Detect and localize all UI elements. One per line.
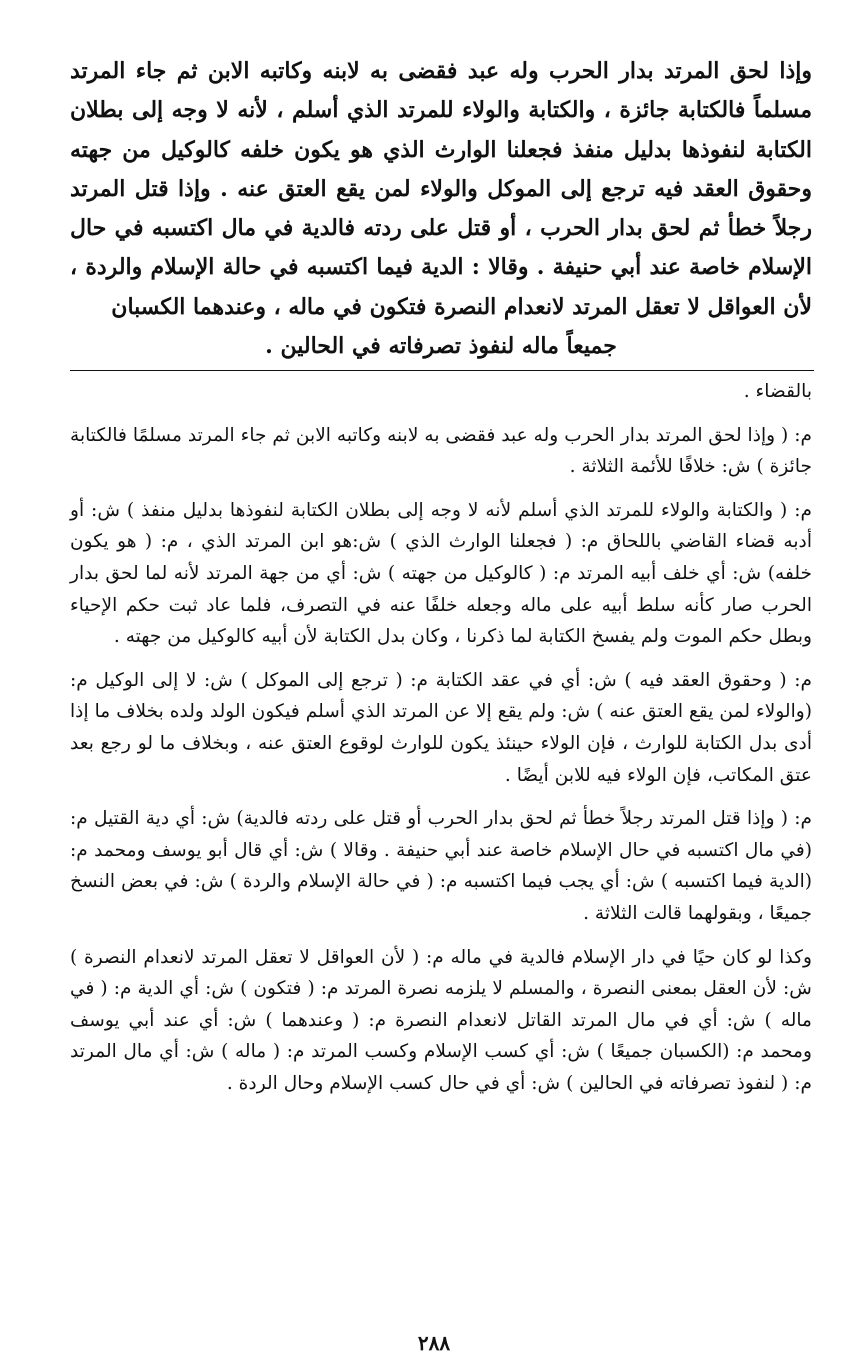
commentary-intro: بالقضاء . [743, 381, 812, 402]
main-text-block [70, 52, 812, 366]
commentary-block [70, 376, 812, 1099]
main-text-paragraph: وإذا لحق المرتد بدار الحرب وله عبد فقضى به لابنه وكاتبه الابن ثم جاء المرتد مسلماً فالكتابة جائزة ، والكتابة والولاء للمرتد الذي أسلم ، لأنه لا وجه إلى بطلان الكتابة لنفوذها بدليل منفذ فجعلنا الوارث الذي هو يكون خلفه كالوكيل من جهته وحقوق العقد فيه ترجع إلى الموكل والولاء لمن يقع العتق عنه . وإذا قتل المرتد رجلاً خطأ ثم لحق بدار الحرب ، أو قتل على ردته فالدية في مال اكتسبه في حال الإسلام خاصة عند أبي حنيفة . وقالا : الدية فيما اكتسبه في حالة الإسلام والردة ، لأن العواقل لا تعقل المرتد لانعدام النصرة فتكون في ماله ، وعندهما الكسبان [70, 58, 812, 320]
main-text-last-line: جميعاً ماله لنفوذ تصرفاته في الحالين . [265, 333, 617, 360]
commentary-paragraph: وكذا لو كان حيًا في دار الإسلام فالدية في ماله م: ( لأن العواقل لا تعقل المرتد لانعدام النصرة ) ش: لأن العقل بمعنى النصرة ، والمسلم لا يلزمه نصرة المرتد م: ( فتكون ) ش: أي الدية م: ( في ماله ) ش: أي في مال المرتد القاتل لانعدام النصرة م: ( وعندهما ) ش: أي عند أبي يوسف ومحمد م: (الكسبان جميعًا ) ش: أي كسب الإسلام وكسب المرتد م: ( ماله ) ش: أي مال المرتد م: ( لنفوذ تصرفاته في الحالين ) ش: أي في حال كسب الإسلام وحال الردة . [70, 946, 812, 1094]
footnote-divider [70, 370, 814, 371]
page-number: ٢٨٨ [417, 1331, 451, 1355]
commentary-paragraph: م: ( والكتابة والولاء للمرتد الذي أسلم لأنه لا وجه إلى بطلان الكتابة لنفوذها بدليل منفذ ) ش: أو أدبه قضاء القاضي باللحاق م: ( فجعلنا الوارث الذي ) ش:هو ابن المرتد الذي ، م: ( هو يكون خلفه) ش: أي خلف أبيه المرتد م: ( كالوكيل من جهته ) ش: أي من جهة المرتد لأنه لما لحق بدار الحرب صار كأنه سلط أبيه على ماله وجعله خلفًا عنه في التصرف، فلما عاد ثبت حكم الإحياء وبطل حكم الموت ولم يفسخ الكتابة لما ذكرنا ، وكان بدل الكتابة لأن أبيه كالوكيل من جهته . [70, 499, 812, 648]
commentary-paragraph: م: ( وإذا لحق المرتد بدار الحرب وله عبد فقضى به لابنه وكاتبه الابن ثم جاء المرتد مسلمًا فالكتابة جائزة ) ش: خلافًا للأئمة الثلاثة . [70, 424, 813, 478]
commentary-paragraph: م: ( وإذا قتل المرتد رجلاً خطأ ثم لحق بدار الحرب أو قتل على ردته فالدية) ش: أي دية القتيل م: (في مال اكتسبه في حال الإسلام خاصة عند أبي حنيفة . وقالا ) ش: أي قال أبو يوسف ومحمد م: (الدية فيما اكتسبه ) ش: أي يجب فيما اكتسبه م: ( في حالة الإسلام والردة ) ش: في بعض النسخ جميعًا ، وبقولهما قالت الثلاثة . [70, 808, 812, 924]
commentary-paragraph: م: ( وحقوق العقد فيه ) ش: أي في عقد الكتابة م: ( ترجع إلى الموكل ) ش: لا إلى الوكيل م: (والولاء لمن يقع العتق عنه ) ش: ولم يقع إلا عن المرتد الذي أسلم فيكون الولد ولده بخلاف ما إذا أدى بدل الكتابة للوارث ، فإن الولاء حينئذ يكون للوارث لوقوع العتق عنه ، وبخلاف ما لو رجع بعد عتق المكاتب، فإن الولاء فيه للابن أيضًا . [70, 669, 812, 786]
